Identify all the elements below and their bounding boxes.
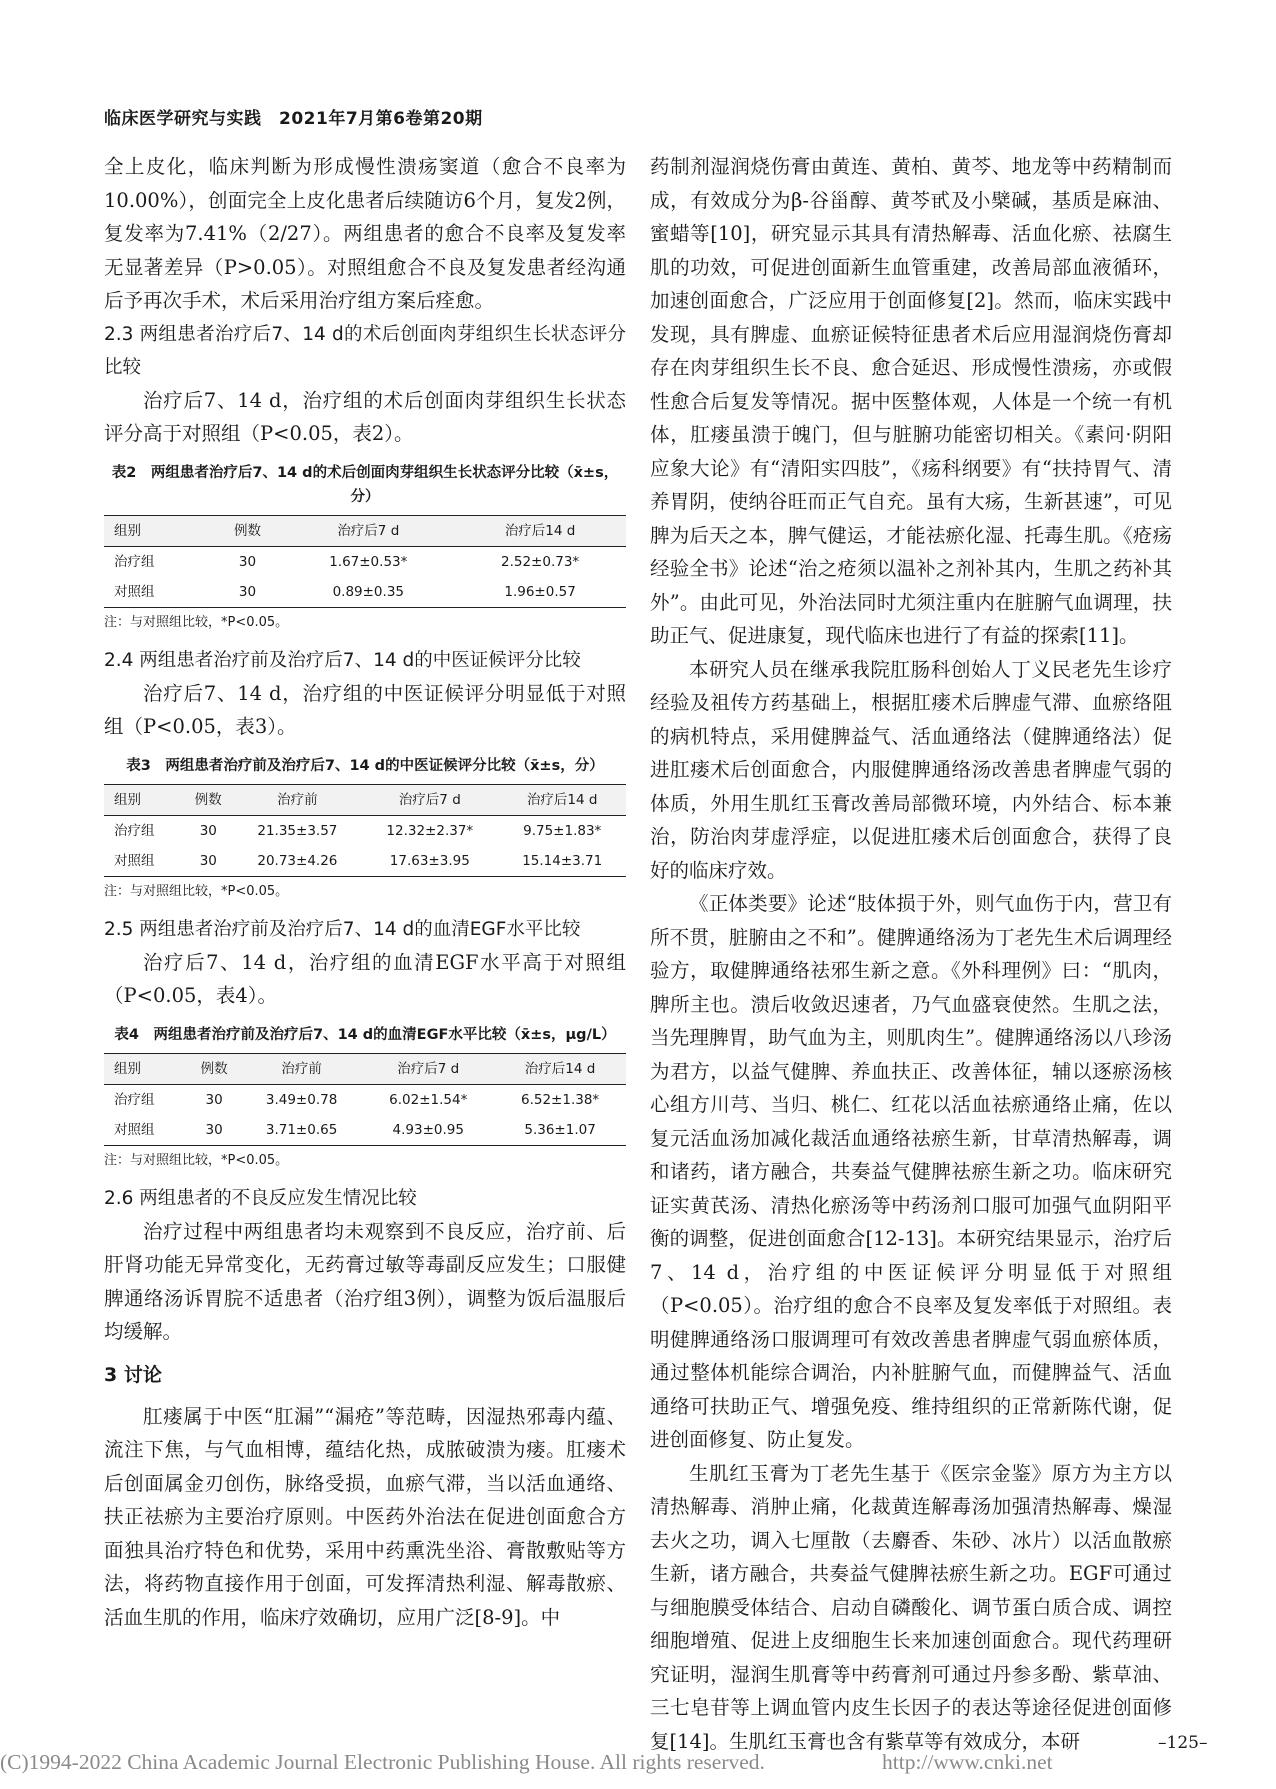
table-cell: 5.36±1.07 [524, 1121, 596, 1138]
table-cell: 20.73±4.26 [257, 852, 338, 869]
section-heading-2-6: 2.6 两组患者的不良反应发生情况比较 [104, 1187, 417, 1209]
section-heading-3: 3 讨论 [104, 1363, 162, 1386]
table-3 [104, 784, 626, 877]
table-cell: 6.52±1.38* [520, 1091, 600, 1108]
table-cell: 治疗组 [114, 1091, 155, 1108]
paragraph: 生肌红玉膏为丁老先生基于《医宗金鉴》原方为主方以清热解毒、消肿止痛，化裁黄连解毒汤加强清热解毒、燥湿去火之功，调入七厘散（去麝香、朱砂、冰片）以活血散瘀生新，诸方融合，共奏益气健脾祛瘀生新之功。EGF可通过与细胞膜受体结合、启动自磷酸化、调节蛋白质合成、调控细胞增殖、促进上皮细胞生长来加速创面愈合。现代药理研究证明，湿润生肌膏等中药膏剂可通过丹参多酚、紫草油、三七皂苷等上调血管内皮生长因子的表达等途径促进创面修复[14]。生肌红玉膏也含有紫草等有效成分，本研 [650, 1461, 1172, 1753]
table-header-cell: 组别 [114, 791, 141, 808]
table-header-cell: 治疗前 [277, 791, 318, 808]
left-column [104, 150, 626, 1634]
table-header-cell: 治疗前 [281, 1060, 322, 1077]
table-cell: 1.67±0.53* [329, 553, 408, 570]
table-cell: 6.02±1.54* [389, 1091, 468, 1108]
table-cell: 17.63±3.95 [389, 852, 470, 869]
table-3-caption: 表3 两组患者治疗前及治疗后7、14 d的中医证候评分比较（x̄±s，分） [126, 757, 604, 774]
paragraph: 治疗过程中两组患者均未观察到不良反应，治疗前、后肝肾功能无异常变化，无药膏过敏等毒副反应发生；口服健脾通络汤诉胃脘不适患者（治疗组3例），调整为饭后温服后均缓解。 [104, 1219, 626, 1343]
table-header-cell: 例数 [194, 791, 222, 808]
table-header-cell: 例数 [234, 522, 261, 539]
table-header-cell: 治疗后14 d [524, 1060, 596, 1077]
paragraph: 治疗后7、14 d，治疗组的血清EGF水平高于对照组（P<0.05，表4）。 [104, 950, 626, 1007]
table-cell: 对照组 [114, 583, 155, 600]
table-4-note: 注：与对照组比较，*P<0.05。 [104, 1152, 289, 1168]
table-header-cell: 治疗后7 d [397, 1060, 460, 1077]
table-cell: 治疗组 [114, 553, 155, 570]
table-row [104, 546, 626, 577]
table-cell: 4.93±0.95 [392, 1121, 464, 1138]
table-2-caption: 表2 两组患者治疗后7、14 d的术后创面肉芽组织生长状态评分比较（x̄±s，分） [111, 464, 619, 505]
table-4 [104, 1053, 626, 1146]
table-row [104, 577, 626, 608]
table-2-note: 注：与对照组比较，*P<0.05。 [104, 614, 289, 630]
table-cell: 治疗组 [114, 822, 155, 839]
paragraph: 《正体类要》论述“肢体损于外，则气血伤于内，营卫有所不贯，脏腑由之不和”。健脾通络汤为丁老先生术后调理经验方，取健脾通络祛邪生新之意。《外科理例》曰：“肌肉，脾所主也。溃后收敛迟速者，乃气血盛衰使然。生肌之法，当先理脾胃，助气血为主，则肌肉生”。健脾通络汤以八珍汤为君方，以益气健脾、养血扶正、改善体征，辅以逐瘀汤核心组方川芎、当归、桃仁、红花以活血祛瘀通络止痛，佐以复元活血汤加减化裁活血通络祛瘀生新，甘草清热解毒，调和诸药，诸方融合，共奏益气健脾祛瘀生新之功。临床研究证实黄芪汤、清热化瘀汤等中药汤剂口服可加强气血阴阳平衡的调整，促进创面愈合[12-13]。本研究结果显示，治疗后7、14 d，治疗组的中医证候评分明显低于对照组（P<0.05）。治疗组的愈合不良率及复发率低于对照组。表明健脾通络汤口服调理可有效改善患者脾虚气弱血瘀体质，通过整体机能综合调治，内补脏腑气血，而健脾益气、活血通络可扶助正气、增强免疫、维持组织的正常新陈代谢，促进创面修复、防止复发。 [650, 892, 1172, 1451]
table-cell: 30 [238, 583, 257, 600]
table-cell: 2.52±0.73* [501, 553, 580, 570]
table-row [104, 815, 626, 846]
section-heading-2-5: 2.5 两组患者治疗前及治疗后7、14 d的血清EGF水平比较 [104, 918, 581, 940]
table-header-cell: 组别 [114, 522, 141, 539]
table-row [104, 846, 626, 877]
table-row [104, 1084, 626, 1115]
table-cell: 30 [199, 822, 217, 839]
right-column [650, 150, 1172, 1758]
section-heading-2-4: 2.4 两组患者治疗前及治疗后7、14 d的中医证候评分比较 [104, 649, 581, 671]
table-header-cell: 治疗后14 d [526, 791, 598, 808]
table-2 [104, 515, 626, 608]
table-header-cell: 例数 [200, 1060, 228, 1077]
table-4-caption: 表4 两组患者治疗前及治疗后7、14 d的血清EGF水平比较（x̄±s，μg/L） [114, 1026, 616, 1043]
table-header-cell: 治疗后7 d [398, 791, 461, 808]
table-cell: 3.71±0.65 [265, 1121, 338, 1138]
page-number: –125– [1158, 1733, 1208, 1753]
table-cell: 0.89±0.35 [332, 583, 404, 600]
table-cell: 21.35±3.57 [257, 822, 338, 839]
table-cell: 15.14±3.71 [522, 852, 603, 869]
table-header-cell: 治疗后7 d [337, 522, 400, 539]
table-cell: 30 [205, 1091, 223, 1108]
table-cell: 12.32±2.37* [386, 822, 474, 839]
paragraph: 本研究人员在继承我院肛肠科创始人丁义民老先生诊疗经验及祖传方药基础上，根据肛瘘术后脾虚气滞、血瘀络阻的病机特点，采用健脾益气、活血通络法（健脾通络法）促进肛瘘术后创面愈合，内服健脾通络汤改善患者脾虚气弱的体质，外用生肌红玉膏改善局部微环境，内外结合、标本兼治，防治肉芽虚浮症，以促进肛瘘术后创面愈合，获得了良好的临床疗效。 [650, 657, 1172, 882]
paragraph: 肛瘘属于中医“肛漏”“漏疮”等范畴，因湿热邪毒内蕴、流注下焦，与气血相博，蕴结化热，成脓破溃为瘘。肛瘘术后创面属金刃创伤，脉络受损，血瘀气滞，当以活血通络、扶正祛瘀为主要治疗原则。中医药外治法在促进创面愈合方面独具治疗特色和优势，采用中药熏洗坐浴、膏散敷贴等方法，将药物直接作用于创面，可发挥清热利湿、解毒散瘀、活血生肌的作用，临床疗效确切，应用广泛[8-9]。中 [104, 1404, 626, 1629]
table-3-note: 注：与对照组比较，*P<0.05。 [104, 883, 289, 899]
table-cell: 30 [238, 553, 257, 570]
table-cell: 30 [205, 1121, 223, 1138]
table-cell: 1.96±0.57 [504, 583, 576, 600]
table-cell: 3.49±0.78 [265, 1091, 338, 1108]
table-cell: 对照组 [114, 1121, 155, 1138]
paragraph: 全上皮化，临床判断为形成慢性溃疡窦道（愈合不良率为10.00%），创面完全上皮化患者后续随访6个月，复发2例，复发率为7.41%（2/27）。两组患者的愈合不良率及复发率无显著差异（P>0.05）。对照组愈合不良及复发患者经沟通后予再次手术，术后采用治疗组方案后痊愈。 [104, 155, 626, 312]
table-row [104, 1115, 626, 1146]
table-cell: 9.75±1.83* [523, 822, 602, 839]
table-cell: 30 [199, 852, 217, 869]
section-heading-2-3: 2.3 两组患者治疗后7、14 d的术后创面肉芽组织生长状态评分比较 [104, 323, 626, 378]
paragraph: 治疗后7、14 d，治疗组的中医证候评分明显低于对照组（P<0.05，表3）。 [104, 681, 626, 738]
copyright-notice: (C)1994-2022 China Academic Journal Electronic Publishing House. All rights reserved. [0, 1750, 765, 1774]
table-header-cell: 组别 [114, 1060, 141, 1077]
journal-header: 临床医学研究与实践 2021年7月第6卷第20期 [104, 109, 483, 129]
table-cell: 对照组 [114, 852, 155, 869]
table-header-cell: 治疗后14 d [504, 522, 576, 539]
footer-link[interactable]: http://www.cnki.net [882, 1750, 1053, 1774]
paragraph: 治疗后7、14 d，治疗组的术后创面肉芽组织生长状态评分高于对照组（P<0.05，表2）。 [104, 388, 626, 445]
paragraph: 药制剂湿润烧伤膏由黄连、黄柏、黄芩、地龙等中药精制而成，有效成分为β-谷甾醇、黄芩甙及小檗碱，基质是麻油、蜜蜡等[10]，研究显示其具有清热解毒、活血化瘀、祛腐生肌的功效，可促进创面新生血管重建，改善局部血液循环，加速创面愈合，广泛应用于创面修复[2]。然而，临床实践中发现，具有脾虚、血瘀证候特征患者术后应用湿润烧伤膏却存在肉芽组织生长不良、愈合延迟、形成慢性溃疡，亦或假性愈合后复发等情况。据中医整体观，人体是一个统一有机体，肛瘘虽溃于魄门，但与脏腑功能密切相关。《素问·阴阳应象大论》有“清阳实四肢”，《疡科纲要》有“扶持胃气、清养胃阴，使纳谷旺而正气自充。虽有大疡，生新甚速”，可见脾为后天之本，脾气健运，才能祛瘀化湿、托毒生肌。《疮疡经验全书》论述“治之疮须以温补之剂补其内，生肌之药补其外”。由此可见，外治法同时尤须注重内在脏腑气血调理，扶助正气、促进康复，现代临床也进行了有益的探索[11]。 [650, 155, 1172, 647]
